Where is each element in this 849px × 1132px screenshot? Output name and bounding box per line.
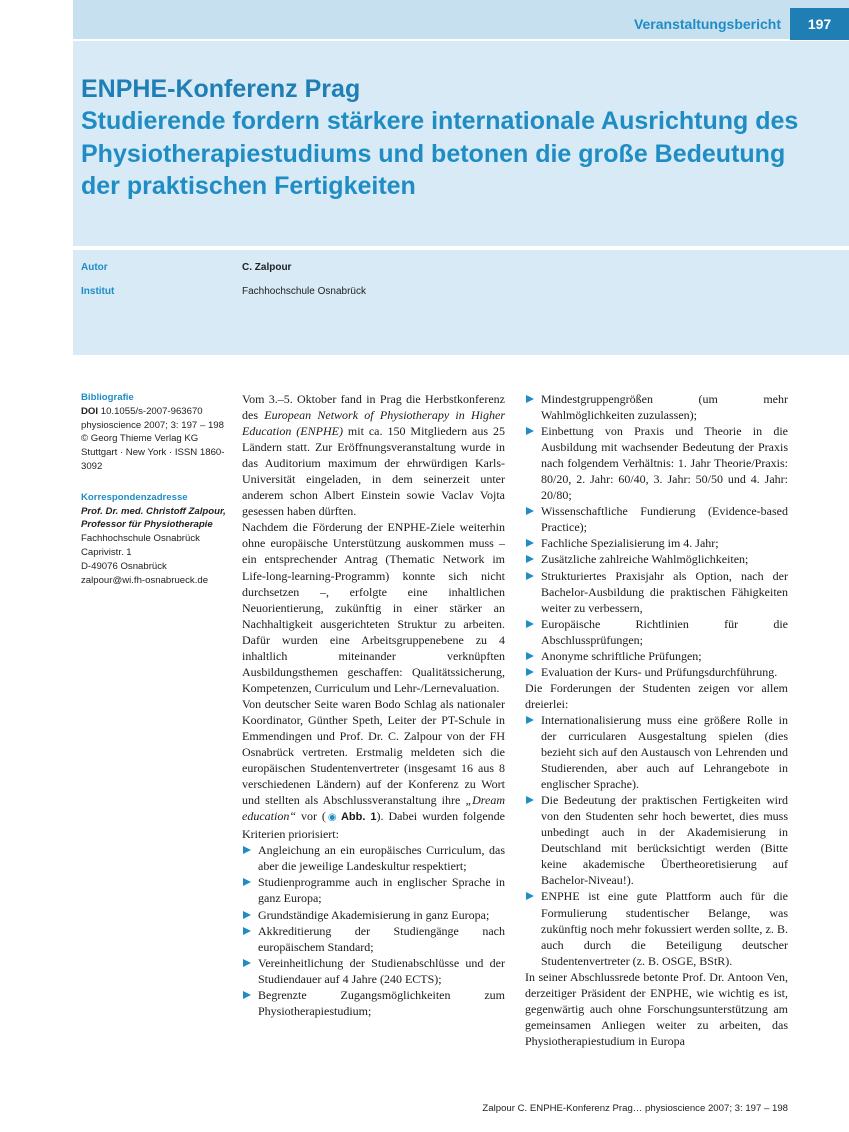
list-item: Wissenschaftliche Fundierung (Evidence-based Practice); <box>525 503 788 535</box>
list-item: Studienprogramme auch in englischer Sprache in ganz Europa; <box>242 874 505 906</box>
paragraph-funding: Nachdem die Förderung der ENPHE-Ziele weiterhin ohne europäische Unterstützung auskommen muss – ein entsprechender Antrag (Thematic Network im Life-long-learning-Programm) konnte sich nicht durchsetzen –, erfolgte eine inhaltlichen Neuorientierung, zukünftig in einer stärker an Nachhaltigkeit ausgerichteten Struktur zu arbeiten. Dafür wurden eine Arbeitsgruppenebene zu 4 inhaltlich miteinander verknüpften Ausbildungsthemen geschaffen: Qualitätssicherung, Kompetenzen, Curriculum und Lehr-/Lernevaluation. <box>242 520 505 695</box>
section-label: Veranstaltungsbericht <box>633 16 781 32</box>
correspondence-city: D-49076 Osnabrück <box>81 560 167 572</box>
figure-ref-link[interactable]: Abb. 1 <box>340 811 377 824</box>
bibliography-heading: Bibliografie <box>81 392 134 403</box>
list-item: Akkreditierung der Studiengänge nach europäischem Standard; <box>242 923 505 955</box>
institute-name: Fachhochschule Osnabrück <box>242 286 366 297</box>
list-item: Fachliche Spezialisierung im 4. Jahr; <box>525 535 788 551</box>
paragraph-demands-intro: Die Forderungen der Studenten zeigen vor allem dreierlei: <box>525 680 788 711</box>
list-item: ENPHE ist eine gute Plattform auch für die Formulierung studentischer Belange, was zukünftig noch mehr fokussiert werden sollte, z. B. auch durch die Beteiligung deutscher Studentenvertreter (z. B. OSGE, BStR). <box>525 888 788 968</box>
correspondence-institution: Fachhochschule Osnabrück <box>81 533 200 545</box>
list-item: Einbettung von Praxis und Theorie in die Ausbildung mit wachsender Bedeutung der Praxis nach folgendem Verhältnis: 1. Jahr Theorie/Praxis: 80/20, 2. Jahr: 60/40, 3. Jahr: 50/50 und 4. Jahr: 20/80; <box>525 423 788 503</box>
footer-citation: Zalpour C. ENPHE-Konferenz Prag… physioscience 2007; 3: 197 – 198 <box>482 1103 788 1114</box>
list-item: Anonyme schriftliche Prüfungen; <box>525 648 788 664</box>
article-subtitle: Studierende fordern stärkere internationale Ausrichtung des Physiotherapiestudiums und betonen die große Bedeutung der praktischen Fertigkeiten <box>81 107 799 200</box>
list-item: Vereinheitlichung der Studienabschlüsse und der Studiendauer auf 4 Jahre (240 ECTS); <box>242 955 505 987</box>
criteria-list-continued <box>525 391 788 680</box>
doi-line <box>81 405 231 419</box>
paragraph-participants: Von deutscher Seite waren Bodo Schlag als nationaler Koordinator, Günther Speth, Leiter der PT-Schule in Emmendingen und Prof. Dr. C. Zalpour von der FH Osnabrück vertreten. Erstmalig meldeten sich die europäischen Studentenvertreter (insgesamt 16 aus 8 verschiedenen Ländern) auf der Konferenz zu Wort und stellten als Abschlussveranstaltung ihre „Dream education“ vor (◉ Abb. 1). Dabei wurden folgende Kriterien priorisiert: <box>242 696 506 842</box>
correspondence-heading: Korrespondenzadresse <box>81 491 188 503</box>
body-column-1 <box>242 391 505 1019</box>
correspondence-name: Prof. Dr. med. Christoff Zalpour, Professor für Physiotherapie <box>81 505 226 531</box>
doi-value: 10.1055/s-2007-963670 <box>100 405 203 417</box>
list-item: Zusätzliche zahlreiche Wahlmöglichkeiten; <box>525 551 788 567</box>
list-item: Strukturiertes Praxisjahr als Option, nach der Bachelor-Ausbildung die praktischen Fähigkeiten weiter zu verbessern, <box>525 568 788 616</box>
list-item: Mindestgruppengrößen (um mehr Wahlmöglichkeiten zuzulassen); <box>525 391 788 423</box>
figure-ref-icon: ◉ <box>325 812 339 824</box>
article-title: ENPHE-Konferenz Prag <box>81 75 361 103</box>
author-name: C. Zalpour <box>242 262 292 273</box>
meta-band <box>73 250 849 355</box>
list-item: Begrenzte Zugangsmöglichkeiten zum Physiotherapiestudium; <box>242 987 505 1019</box>
citation-info: physioscience 2007; 3: 197 – 198 © Georg Thieme Verlag KG Stuttgart · New York · ISSN 1860-3092 <box>81 419 225 472</box>
list-item: Die Bedeutung der praktischen Fertigkeiten wird von den Studenten sehr hoch bewertet, dies muss unbedingt auch in der Akademisierung in Deutschland mit berücksichtigt werden (Bitte keine akademische Übertheoretisierung auf Bachelor-Niveau!). <box>525 792 788 888</box>
author-label: Autor <box>81 262 108 273</box>
list-item: Internationalisierung muss eine größere Rolle in der curricularen Ausgestaltung spielen (dies bezieht sich auf den Austausch von Lehrenden und Studierenden, aber auch auf Lehrangebote in englischer Sprache). <box>525 712 788 792</box>
doi-label: DOI <box>81 405 99 417</box>
demands-list <box>525 712 788 969</box>
list-item: Angleichung an ein europäisches Curriculum, das aber die jeweilige Landeskultur respektiert; <box>242 842 505 874</box>
list-item: Grundständige Akademisierung in ganz Europa; <box>242 907 505 923</box>
correspondence-email[interactable]: zalpour@wi.fh-osnabrueck.de <box>81 574 209 586</box>
sidebar <box>81 391 231 587</box>
paragraph-closing: In seiner Abschlussrede betonte Prof. Dr. Antoon Ven, derzeitiger Präsident der ENPHE, wie wichtig es ist, gegenwärtig auch ohne Forschungsunterstützung am gemeinsamen Anliegen weiter zu arbeiten, das Physiotherapiestudium in Europa <box>525 969 788 1048</box>
institute-label: Institut <box>81 286 115 297</box>
list-item: Evaluation der Kurs- und Prüfungsdurchführung. <box>525 664 788 680</box>
paragraph-intro: Vom 3.–5. Oktober fand in Prag die Herbstkonferenz des European Network of Physiotherapy in Higher Education (ENPHE) mit ca. 150 Mitgliedern aus 25 Ländern statt. Zur Eröffnungsveranstaltung wurde in das Auditorium maximum der ehrwürdigen Karls-Universität eingeladen, in dem seinerzeit unter anderem schon Albert Einstein sowie Vaclav Vojta gesessen haben dürften. <box>242 392 505 519</box>
correspondence-street: Caprivistr. 1 <box>81 546 132 558</box>
body-column-2 <box>525 391 788 1049</box>
page-number: 197 <box>790 8 849 40</box>
list-item: Europäische Richtlinien für die Abschlussprüfungen; <box>525 616 788 648</box>
criteria-list <box>242 842 505 1019</box>
